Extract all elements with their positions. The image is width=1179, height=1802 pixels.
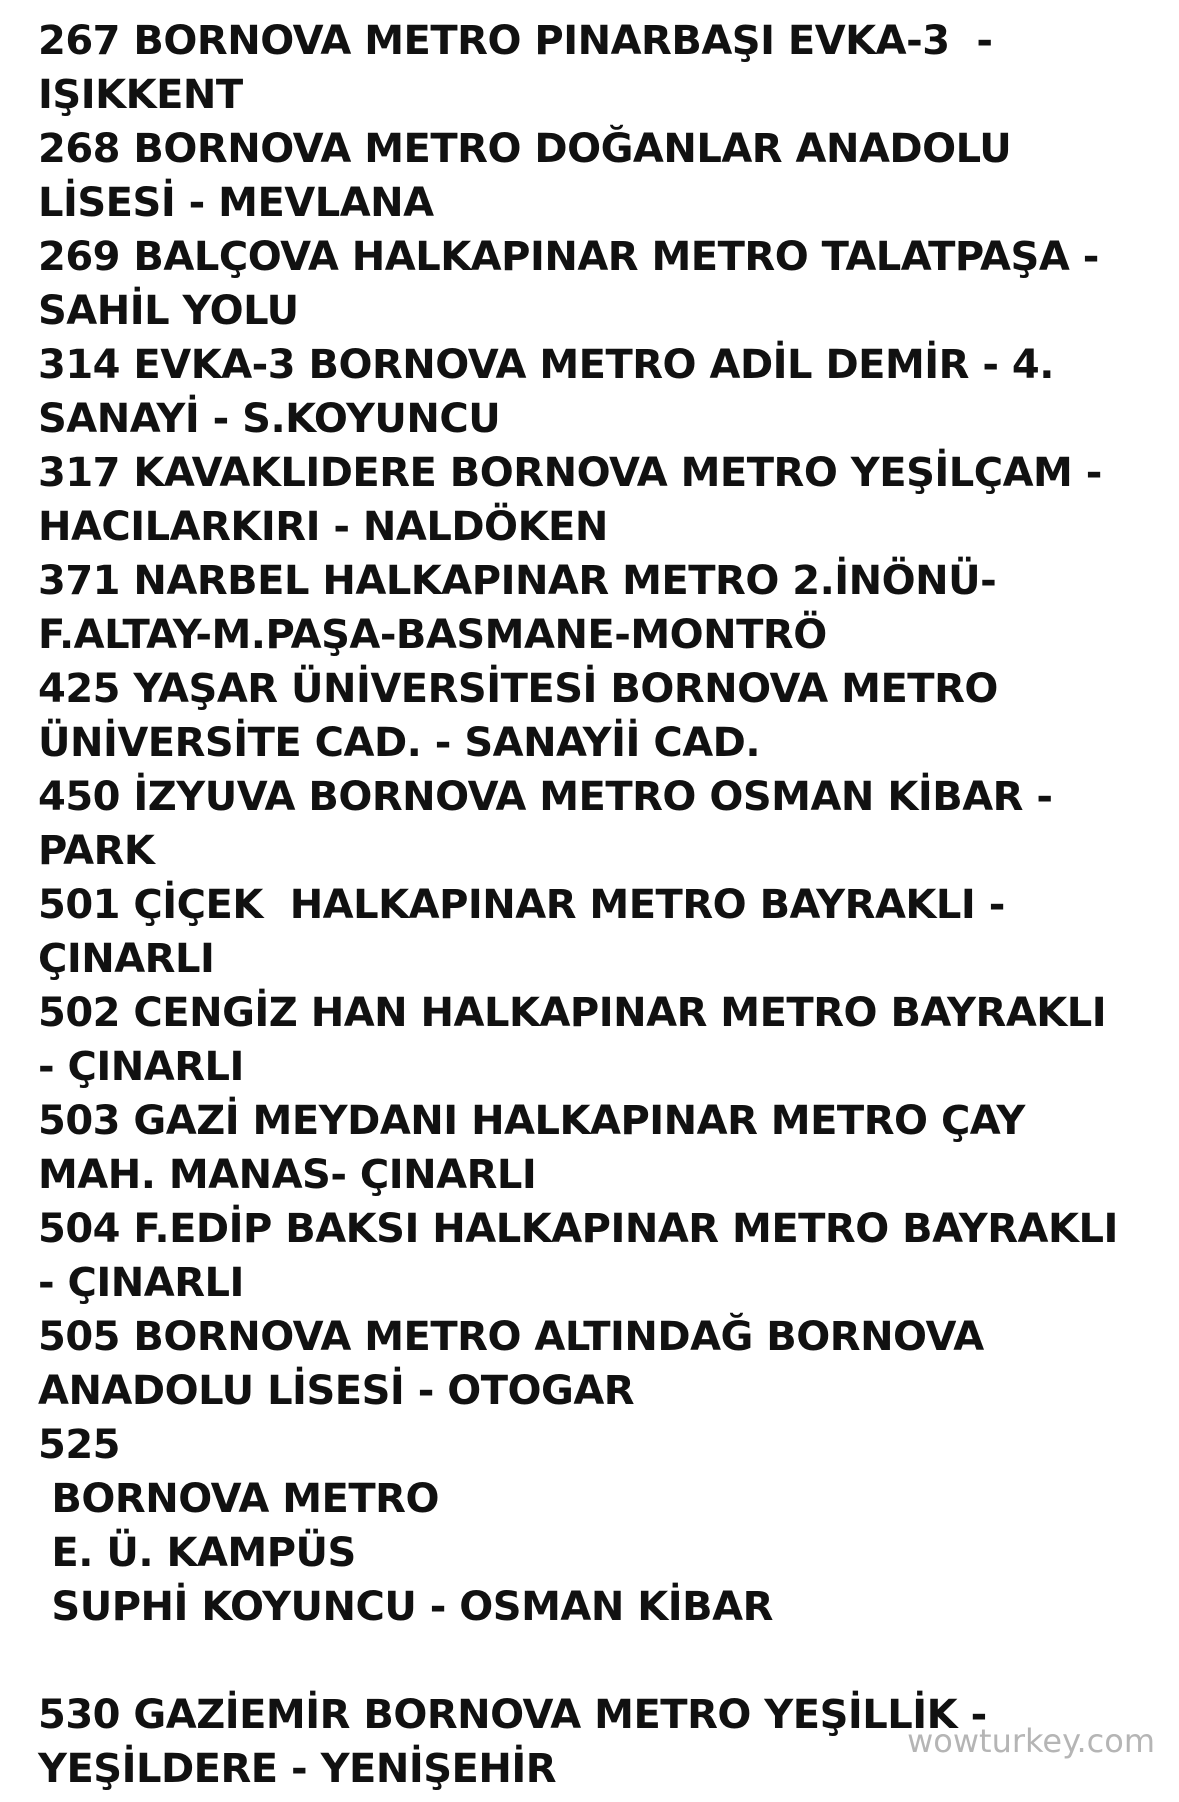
- route-line: SUPHİ KOYUNCU - OSMAN KİBAR: [38, 1584, 773, 1630]
- route-line: - ÇINARLI: [38, 1044, 244, 1090]
- route-line: - ÇINARLI: [38, 1260, 244, 1306]
- route-line: LİSESİ - MEVLANA: [38, 180, 434, 226]
- route-line: 502 CENGİZ HAN HALKAPINAR METRO BAYRAKLI: [38, 990, 1107, 1036]
- route-line: SAHİL YOLU: [38, 288, 299, 334]
- route-line: E. Ü. KAMPÜS: [38, 1530, 356, 1576]
- route-line: SANAYİ - S.KOYUNCU: [38, 396, 501, 442]
- route-line: ANADOLU LİSESİ - OTOGAR: [38, 1368, 635, 1414]
- route-line: 530 GAZİEMİR BORNOVA METRO YEŞİLLİK -: [38, 1692, 987, 1738]
- route-line: YEŞİLDERE - YENİŞEHİR: [38, 1746, 557, 1792]
- route-line: 268 BORNOVA METRO DOĞANLAR ANADOLU: [38, 126, 1012, 172]
- watermark-text: wowturkey.com: [907, 1722, 1155, 1760]
- route-list: [38, 14, 1158, 1796]
- route-line: 317 KAVAKLIDERE BORNOVA METRO YEŞİLÇAM -: [38, 450, 1102, 496]
- route-line: ÇINARLI: [38, 936, 215, 982]
- route-line: 450 İZYUVA BORNOVA METRO OSMAN KİBAR -: [38, 774, 1053, 820]
- route-line: PARK: [38, 828, 155, 874]
- blank-line: [38, 1634, 1158, 1688]
- route-line: BORNOVA METRO: [38, 1476, 439, 1522]
- route-line: 503 GAZİ MEYDANI HALKAPINAR METRO ÇAY: [38, 1098, 1025, 1144]
- route-line: 505 BORNOVA METRO ALTINDAĞ BORNOVA: [38, 1314, 984, 1360]
- route-line: ÜNİVERSİTE CAD. - SANAYİİ CAD.: [38, 720, 761, 766]
- route-line: MAH. MANAS- ÇINARLI: [38, 1152, 537, 1198]
- route-line: 269 BALÇOVA HALKAPINAR METRO TALATPAŞA -: [38, 234, 1099, 280]
- route-line: 371 NARBEL HALKAPINAR METRO 2.İNÖNÜ-: [38, 558, 997, 604]
- route-line: F.ALTAY-M.PAŞA-BASMANE-MONTRÖ: [38, 612, 827, 658]
- route-line: 425 YAŞAR ÜNİVERSİTESİ BORNOVA METRO: [38, 666, 998, 712]
- route-line: IŞIKKENT: [38, 72, 243, 118]
- route-line: 504 F.EDİP BAKSI HALKAPINAR METRO BAYRAKLI: [38, 1206, 1118, 1252]
- route-line: 314 EVKA-3 BORNOVA METRO ADİL DEMİR - 4.: [38, 342, 1054, 388]
- route-line: 525: [38, 1422, 120, 1468]
- route-line: 267 BORNOVA METRO PINARBAŞI EVKA-3 -: [38, 18, 993, 64]
- route-line: 501 ÇİÇEK HALKAPINAR METRO BAYRAKLI -: [38, 882, 1005, 928]
- route-line: HACILARKIRI - NALDÖKEN: [38, 504, 608, 550]
